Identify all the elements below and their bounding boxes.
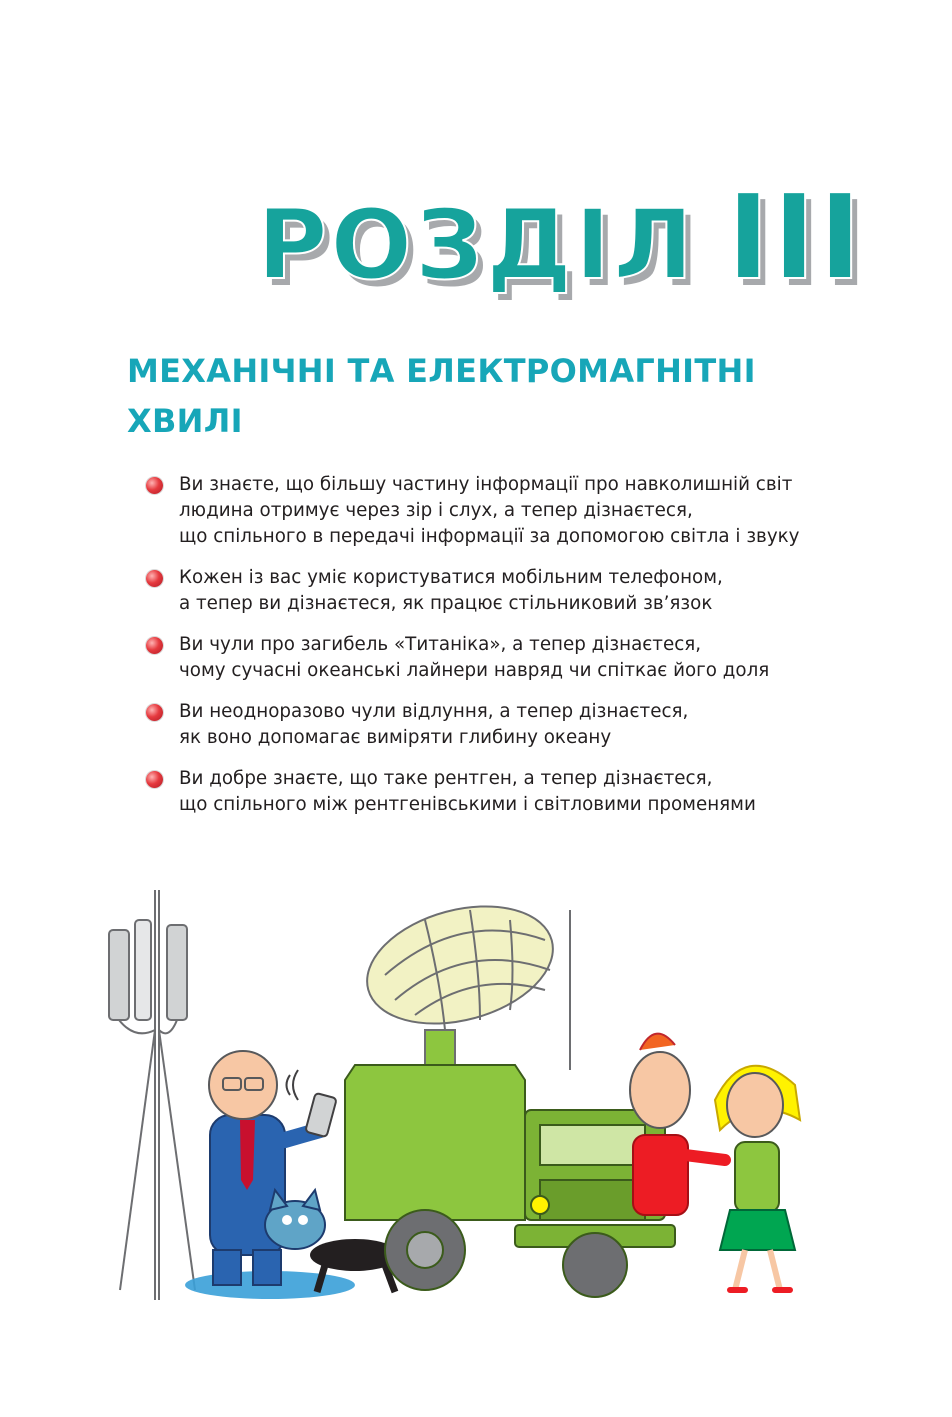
learning-point (146, 632, 866, 684)
point-line: людина отримує через зір і слух, а тепер дізнаєтеся, (179, 500, 693, 521)
point-line: Ви знаєте, що більшу частину інформації про навколишній світ (179, 474, 793, 495)
cell-tower-icon (109, 890, 195, 1300)
learning-point (146, 766, 866, 818)
point-line: що спільного в передачі інформації за допомогою світла і звуку (179, 526, 800, 547)
blue-cat-icon (265, 1190, 325, 1249)
point-line: Ви добре знаєте, що таке рентген, а тепер дізнаєтеся, (179, 768, 713, 789)
point-line: чому сучасні океанські лайнери навряд чи спіткає його доля (179, 660, 770, 681)
chapter-illustration (95, 880, 855, 1320)
red-bullet-icon (146, 570, 163, 587)
learning-points-list (146, 472, 866, 833)
red-bullet-icon (146, 477, 163, 494)
military-truck-icon (345, 1065, 675, 1297)
learning-point (146, 699, 866, 751)
chapter-number: III (726, 168, 864, 306)
point-line: а тепер ви дізнаєтеся, як працює стільниковий зв’язок (179, 593, 713, 614)
chapter-word: РОЗДІЛ (257, 189, 697, 301)
chapter-title (257, 168, 864, 306)
girl-icon (715, 1066, 800, 1290)
subtitle-line-1: МЕХАНІЧНІ ТА ЕЛЕКТРОМАГНІТНІ (127, 352, 756, 390)
point-line: Ви неодноразово чули відлуння, а тепер дізнаєтеся, (179, 701, 689, 722)
red-bullet-icon (146, 704, 163, 721)
point-line: як воно допомагає виміряти глибину океану (179, 727, 612, 748)
learning-point (146, 565, 866, 617)
subtitle-line-2: ХВИЛІ (127, 402, 243, 440)
point-line: Ви чули про загибель «Титаніка», а тепер дізнаєтеся, (179, 634, 702, 655)
radar-dish-icon (354, 887, 570, 1070)
learning-point (146, 472, 866, 550)
red-bullet-icon (146, 637, 163, 654)
red-bullet-icon (146, 771, 163, 788)
point-line: Кожен із вас уміє користуватися мобільним телефоном, (179, 567, 723, 588)
chapter-subtitle (127, 346, 887, 446)
point-line: що спільного між рентгенівськими і світловими променями (179, 794, 756, 815)
